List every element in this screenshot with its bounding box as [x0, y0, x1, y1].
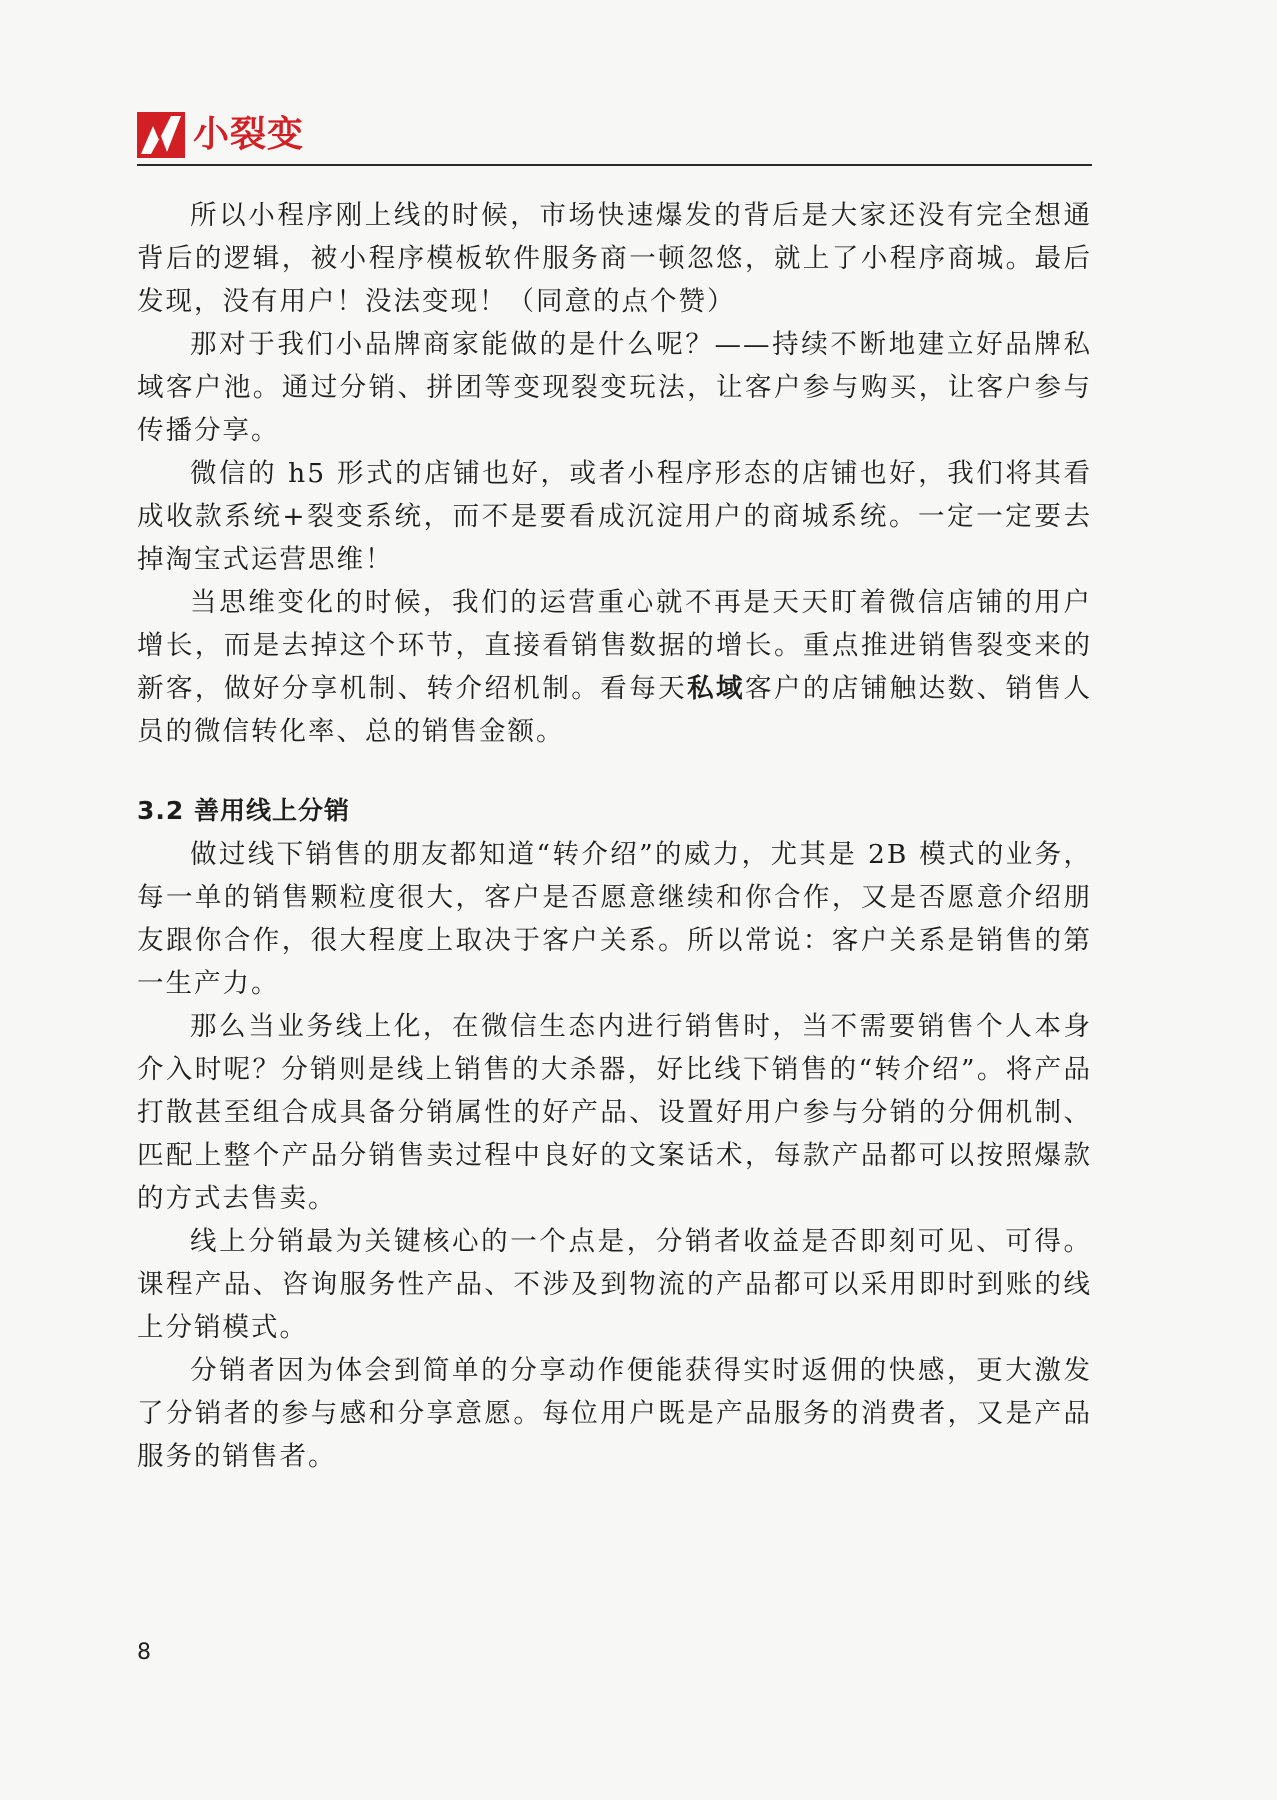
brand-logo	[137, 112, 304, 158]
paragraph: 做过线下销售的朋友都知道“转介绍”的威力，尤其是 2B 模式的业务，每一单的销售颗粒度很大，客户是否愿意继续和你合作，又是否愿意介绍朋友跟你合作，很大程度上取决于客户关系。所以常说：客户关系是销售的第一生产力。	[137, 839, 1092, 999]
paragraph-with-emphasis	[137, 581, 1092, 753]
brand-logo-text: 小裂变	[193, 114, 305, 155]
page-header	[137, 112, 1092, 168]
section-heading: 3.2 善用线上分销	[137, 796, 350, 825]
paragraph-text: 当思维变化的时候，我们的运营重心就不再是天天盯着微信店铺的用户增长，而是去掉这个环节，直接看销售数据的增长。重点推进销售裂变来的新客，做好分享机制、转介绍机制。看每天	[137, 587, 1092, 704]
page-number: 8	[137, 1640, 151, 1665]
paragraph: 线上分销最为关键核心的一个点是，分销者收益是否即刻可见、可得。课程产品、咨询服务性产品、不涉及到物流的产品都可以采用即时到账的线上分销模式。	[137, 1226, 1092, 1343]
header-divider	[137, 164, 1092, 166]
paragraph: 那么当业务线上化，在微信生态内进行销售时，当不需要销售个人本身介入时呢？分销则是线上销售的大杀器，好比线下销售的“转介绍”。将产品打散甚至组合成具备分销属性的好产品、设置好用户参与分销的分佣机制、匹配上整个产品分销售卖过程中良好的文案话术，每款产品都可以按照爆款的方式去售卖。	[137, 1011, 1092, 1214]
paragraph-text: 客户的店铺触达数、销售人员的微信转化率、总的销售金额。	[137, 673, 1092, 747]
paragraph: 分销者因为体会到简单的分享动作便能获得实时返佣的快感，更大激发了分销者的参与感和分享意愿。每位用户既是产品服务的消费者，又是产品服务的销售者。	[137, 1355, 1092, 1472]
lightning-bolt-logo-icon	[137, 112, 185, 158]
paragraph: 所以小程序刚上线的时候，市场快速爆发的背后是大家还没有完全想通背后的逻辑，被小程序模板软件服务商一顿忽悠，就上了小程序商城。最后发现，没有用户！没法变现！（同意的点个赞）	[137, 200, 1092, 317]
emphasis-text: 私域	[687, 673, 746, 704]
paragraph: 那对于我们小品牌商家能做的是什么呢？——持续不断地建立好品牌私域客户池。通过分销、拼团等变现裂变玩法，让客户参与购买，让客户参与传播分享。	[137, 329, 1092, 446]
paragraph: 微信的 h5 形式的店铺也好，或者小程序形态的店铺也好，我们将其看成收款系统+裂变系统，而不是要看成沉淀用户的商城系统。一定一定要去掉淘宝式运营思维！	[137, 458, 1092, 575]
main-content	[137, 194, 1092, 1478]
